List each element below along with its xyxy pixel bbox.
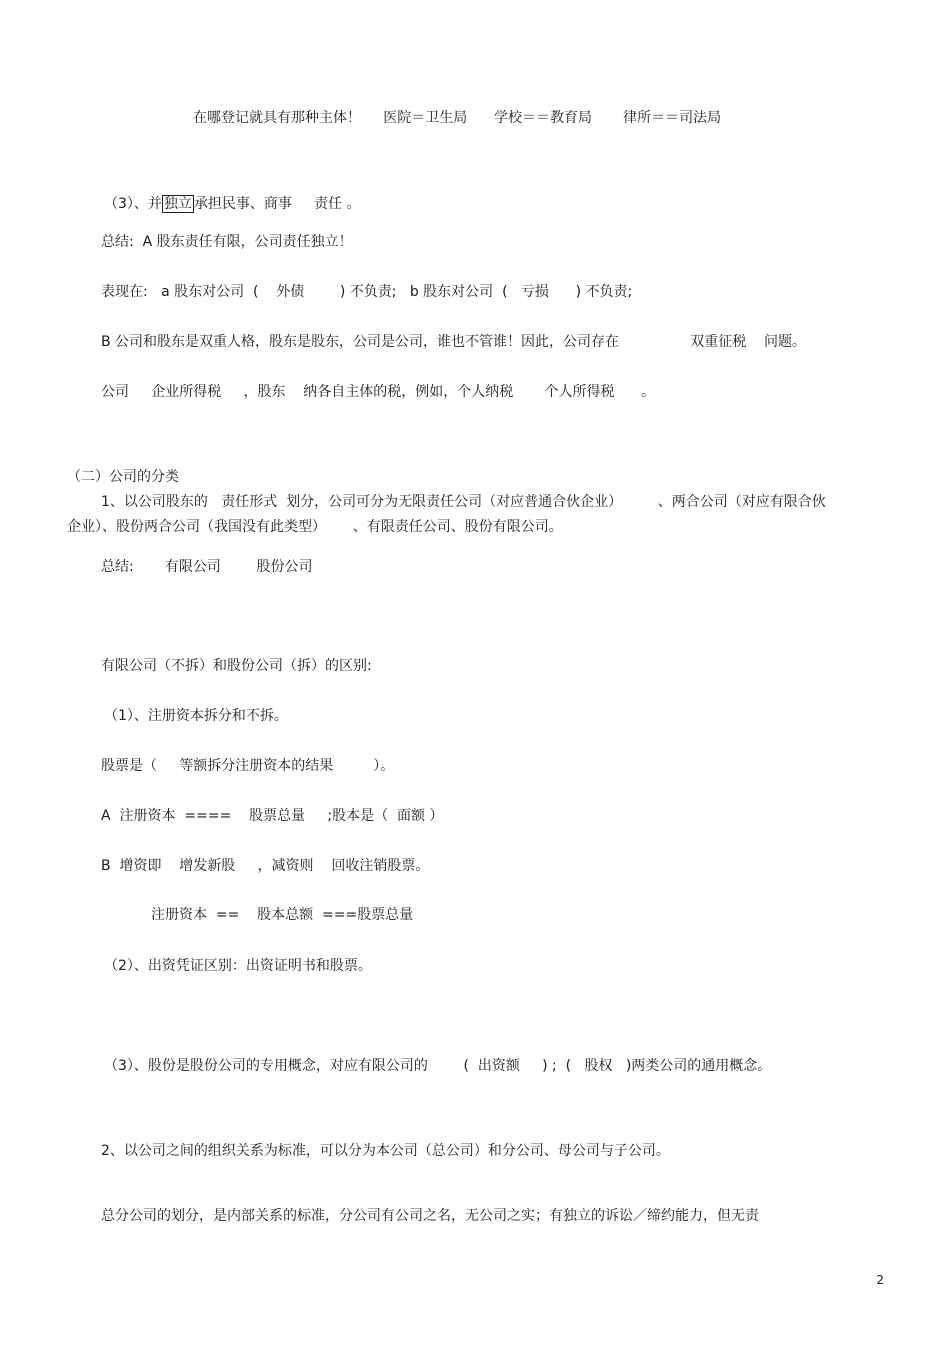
- classification-paragraph-line-2: 企业）、股份两合公司（我国没有此类型） 、有限责任公司、股份有限公司。: [67, 519, 563, 535]
- boxed-term: 独立: [163, 196, 192, 212]
- registered-capital-line: A 注册资本 ==== 股票总量 ;股本是（ 面额 ）: [101, 808, 444, 824]
- capital-equation-line: 注册资本 == 股本总额 ===股票总量: [151, 907, 414, 923]
- summary-company-types-line: 总结: 有限公司 股份公司: [101, 559, 313, 575]
- registration-subject-line: 在哪登记就具有那种主体！ 医院＝卫生局 学校＝＝教育局 律所＝＝司法局: [193, 110, 722, 126]
- point-2-line: （2）、出资凭证区别：出资证明书和股票。: [104, 958, 372, 974]
- difference-heading: 有限公司（不拆）和股份公司（拆）的区别:: [101, 658, 372, 674]
- page-number: 2: [876, 1273, 884, 1287]
- point-3-line: （3）、股份是股份公司的专用概念，对应有限公司的 ( 出资额 ) ; ( 股权 )两类公司的通用概念。: [104, 1058, 772, 1074]
- income-tax-line: 公司 企业所得税 ，股东 纳各自主体的税，例如，个人纳税 个人所得税 。: [101, 384, 656, 400]
- manifestation-line: 表现在: a 股东对公司 ( 外债 ) 不负责; b 股东对公司 ( 亏损 ) 不负责;: [101, 284, 633, 300]
- branch-company-line: 总分公司的划分，是内部关系的标准，分公司有公司之名，无公司之实；有独立的诉讼／缔约能力，但无责: [101, 1208, 759, 1224]
- organization-classification-line: 2、以公司之间的组织关系为标准，可以分为本公司（总公司）和分公司、母公司与子公司。: [101, 1143, 670, 1159]
- independent-liability-line: [104, 194, 361, 214]
- section-heading-classification: （二）公司的分类: [67, 469, 179, 485]
- summary-a-line: 总结: A 股东责任有限，公司责任独立！: [101, 234, 353, 250]
- capital-change-line: B 增资即 增发新股 ，减资则 回收注销股票。: [101, 858, 430, 874]
- line-prefix: （3）、并: [104, 196, 162, 212]
- double-taxation-line: B 公司和股东是双重人格，股东是股东，公司是公司，谁也不管谁！因此，公司存在 双重征税 问题。: [101, 334, 807, 350]
- classification-paragraph-line-1: 1、以公司股东的 责任形式 划分，公司可分为无限责任公司（对应普通合伙企业） 、两合公司（对应有限合伙: [101, 494, 826, 510]
- point-1-line: （1）、注册资本拆分和不拆。: [104, 708, 288, 724]
- line-suffix: 承担民事、商事 责任 。: [193, 196, 361, 212]
- stock-definition-line: 股票是（ 等额拆分注册资本的结果 ）。: [101, 758, 395, 774]
